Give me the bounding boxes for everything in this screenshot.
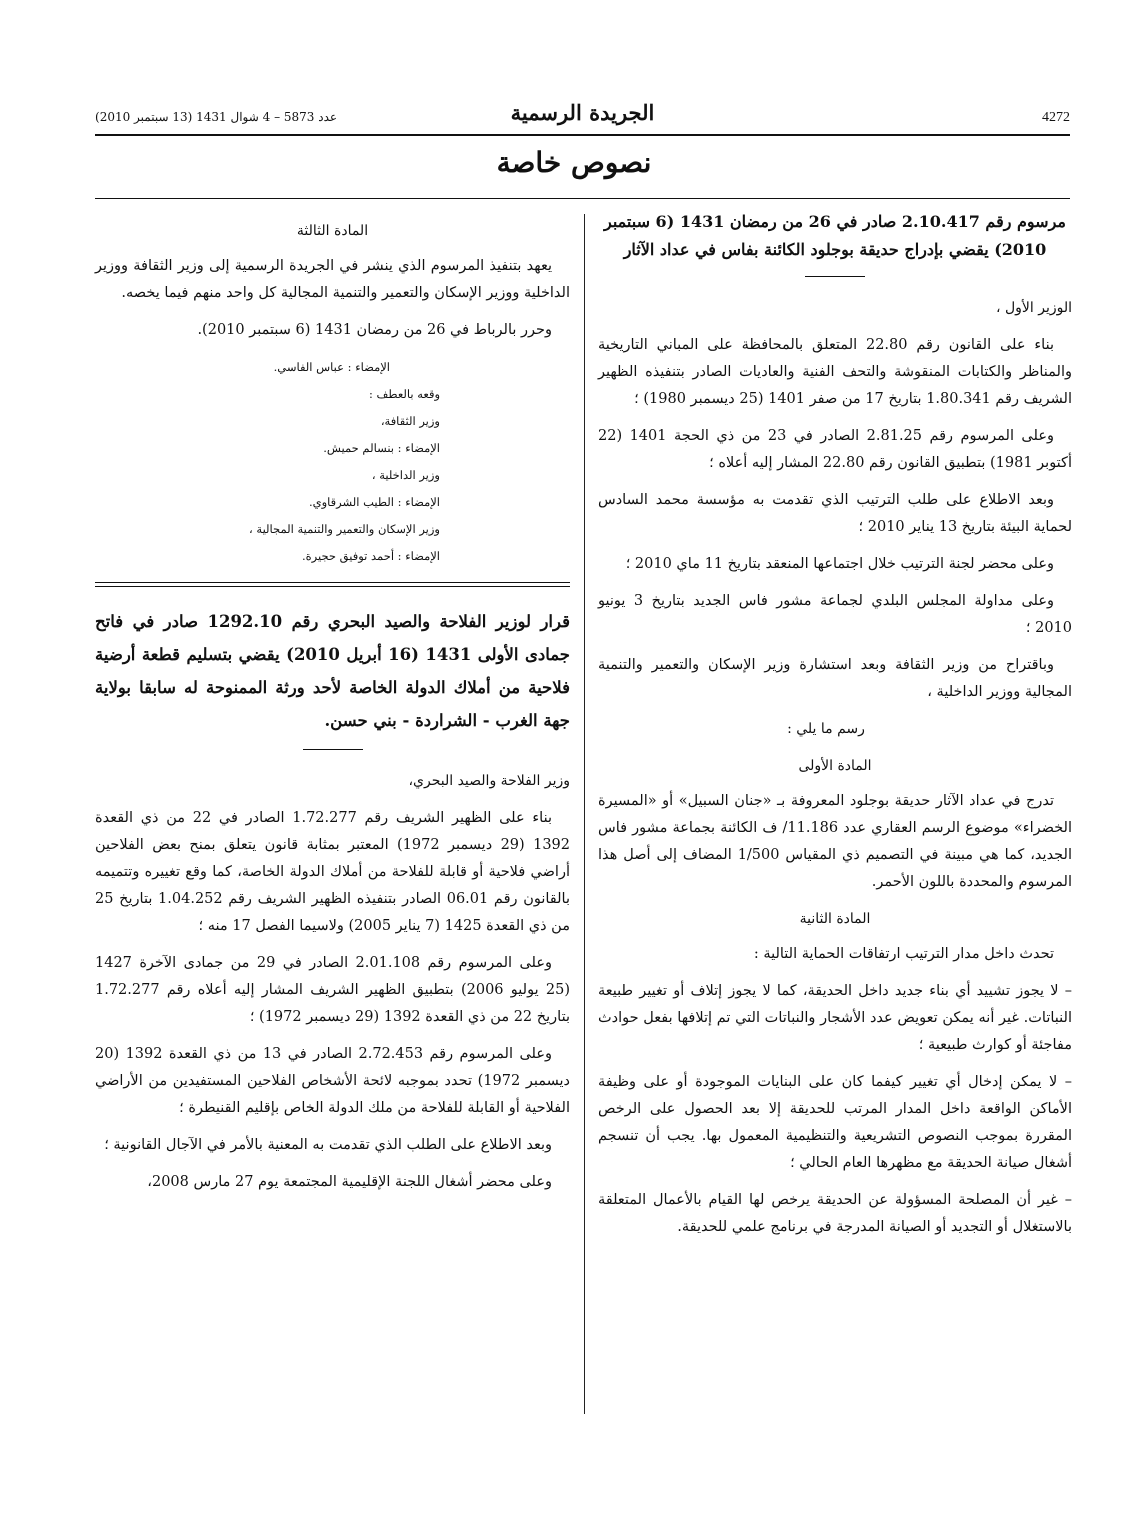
gazette-title: الجريدة الرسمية (510, 100, 655, 125)
section-title: نصوص خاصة (496, 146, 652, 179)
article-heading: المادة الثالثة (296, 223, 369, 239)
preamble-paragraph: بناء على الظهير الشريف رقم 1.72.277 الصادر في 22 من ذي القعدة 1392 (29 ديسمبر 1972) المعتبر بمثابة قانون يتعلق بمنح بعض الفلاحين أراضي فلاحية أو قابلة للفلاحة من أملاك الدولة الخاصة، كما وقع تغييره وتتميمه بالقانون رقم 06.01 الصادر بتنفيذه الظهير الشريف رقم 1.04.252 بتاريخ 25 من ذي القعدة 1425 (7 يناير 2005) ولاسيما الفصل 17 منه ؛ (95, 810, 570, 934)
article-heading: المادة الثانية (799, 911, 871, 927)
column-divider (584, 214, 585, 1414)
signature-line: وزير الثقافة، (380, 414, 440, 428)
decreed-line: رسم ما يلي : (787, 721, 865, 737)
minister-heading: وزير الفلاحة والصيد البحري، (408, 773, 570, 789)
signature-line: الإمضاء : الطيب الشرقاوي. (308, 495, 440, 509)
issue-info: عدد 5873 – 4 شوال 1431 (13 سبتمبر 2010) (95, 110, 338, 124)
preamble-paragraph: وعلى مداولة المجلس البلدي لجماعة مشور فاس الجديد بتاريخ 3 يونيو 2010 ؛ (598, 593, 1072, 636)
article-text: تحدث داخل مدار الترتيب ارتفاقات الحماية التالية : (753, 946, 1054, 962)
preamble-paragraph: وعلى المرسوم رقم 2.01.108 الصادر في 29 من جمادى الآخرة 1427 (25 يوليو 2006) بتطبيق الظهير الشريف المشار إليه أعلاه رقم 1.72.277 بتاريخ 22 من ذي القعدة 1392 (29 ديسمبر 1972) ؛ (95, 955, 570, 1025)
section-separator (95, 582, 570, 587)
section-rule (95, 198, 1070, 199)
preamble-paragraph: وعلى محضر أشغال اللجنة الإقليمية المجتمعة يوم 27 مارس 2008، (147, 1174, 552, 1190)
preamble-paragraph: وعلى المرسوم رقم 2.72.453 الصادر في 13 من ذي القعدة 1392 (20 ديسمبر 1972) تحدد بموجبه لائحة الأشخاص الفلاحين المستفيدين من الأراضي الفلاحية أو القابلة للفلاحة من ملك الدولة الخاص بإقليم القنيطرة ؛ (95, 1046, 571, 1116)
left-column (95, 214, 570, 1206)
preamble-paragraph: بناء على القانون رقم 22.80 المتعلق بالمحافظة على المباني التاريخية والمناظر والكتابات المنقوشة والتحف الفنية والعاديات الصادر بتنفيذه الظهير الشريف رقم 1.80.341 بتاريخ 17 من صفر 1401 (25 ديسمبر 1980) ؛ (598, 337, 1072, 407)
preamble-paragraph: وبعد الاطلاع على طلب الترتيب الذي تقدمت به مؤسسة محمد السادس لحماية البيئة بتاريخ 13 يناير 2010 ؛ (598, 492, 1072, 535)
page-header (95, 100, 1070, 136)
decision-title: قرار لوزير الفلاحة والصيد البحري رقم 1292.10 صادر في فاتح جمادى الأولى 1431 (16 أبريل 2010) يقضي بتسليم قطعة أرضية فلاحية من أملاك الدولة الخاصة لأحد ورثة الممنوحة له سابقا بولاية جهة الغرب - الشراردة - بني حسن. (95, 612, 571, 730)
preamble-paragraph: وبعد الاطلاع على الطلب الذي تقدمت به المعنية بالأمر في الآجال القانونية ؛ (104, 1137, 552, 1153)
title-rule (805, 276, 865, 277)
signature-line: وقعه بالعطف : (368, 387, 440, 401)
right-column (598, 208, 1072, 1251)
preamble-paragraph: وباقتراح من وزير الثقافة وبعد استشارة وزير الإسكان والتعمير والتنمية المجالية ووزير الداخلية ، (598, 657, 1072, 700)
signature-line: وزير الإسكان والتعمير والتنمية المجالية ، (249, 522, 440, 536)
signature-line: الإمضاء : أحمد توفيق حجيرة. (301, 549, 440, 563)
title-rule (303, 749, 363, 750)
preamble-paragraph: وعلى المرسوم رقم 2.81.25 الصادر في 23 من ذي الحجة 1401 (22 أكتوبر 1981) بتطبيق القانون رقم 22.80 المشار إليه أعلاه ؛ (598, 428, 1072, 471)
signature-block (95, 354, 570, 570)
article-text: يعهد بتنفيذ المرسوم الذي ينشر في الجريدة الرسمية إلى وزير الثقافة ووزير الداخلية ووزير الإسكان والتعمير والتنمية المجالية كل واحد منهم فيما يخصه. (95, 258, 570, 301)
list-item: – غير أن المصلحة المسؤولة عن الحديقة يرخص لها القيام بالأعمال المتعلقة بالاستغلال أو التجديد أو الصيانة المدرجة في برنامج علمي للحديقة. (598, 1192, 1072, 1235)
closing-date: وحرر بالرباط في 26 من رمضان 1431 (6 سبتمبر 2010). (197, 322, 552, 338)
page-number: 4272 (1042, 110, 1070, 125)
article-text: تدرج في عداد الآثار حديقة بوجلود المعروفة بـ «جنان السبيل» أو «المسيرة الخضراء» موضوع الرسم العقاري عدد 11.186/ ف الكائنة بجماعة مشور فاس الجديد، كما هي مبينة في التصميم ذي المقياس 1/500 المضاف إلى أصل هذا المرسوم والمحددة باللون الأحمر. (598, 793, 1073, 890)
signature-line: الإمضاء : عباس الفاسي. (273, 360, 390, 374)
signature-line: الإمضاء : بنسالم حميش. (323, 441, 440, 455)
article-heading: المادة الأولى (798, 758, 872, 774)
preamble-paragraph: وعلى محضر لجنة الترتيب خلال اجتماعها المنعقد بتاريخ 11 ماي 2010 ؛ (625, 556, 1054, 572)
minister-heading: الوزير الأول ، (996, 300, 1072, 316)
list-item: – لا يمكن إدخال أي تغيير كيفما كان على البنايات الموجودة أو على وظيفة الأماكن الواقعة داخل المدار المرتب للحديقة إلا بعد الحصول على الرخص المقررة بموجب النصوص التشريعية والتنظيمية المعمول بها. يجب أن تنسجم أشغال صيانة الحديقة مع مظهرها العام الحالي ؛ (598, 1074, 1072, 1171)
decree-title: مرسوم رقم 2.10.417 صادر في 26 من رمضان 1431 (6 سبتمبر 2010) يقضي بإدراج حديقة بوجلود الكائنة بفاس في عداد الآثار (604, 212, 1066, 259)
signature-line: وزير الداخلية ، (371, 468, 440, 482)
list-item: – لا يجوز تشييد أي بناء جديد داخل الحديقة، كما لا يجوز إتلاف أو تغيير طبيعة النباتات. غير أنه يمكن تعويض عدد الأشجار والنباتات التي تم إتلافها بفعل حوادث مفاجئة أو كوارث طبيعية ؛ (598, 983, 1072, 1053)
